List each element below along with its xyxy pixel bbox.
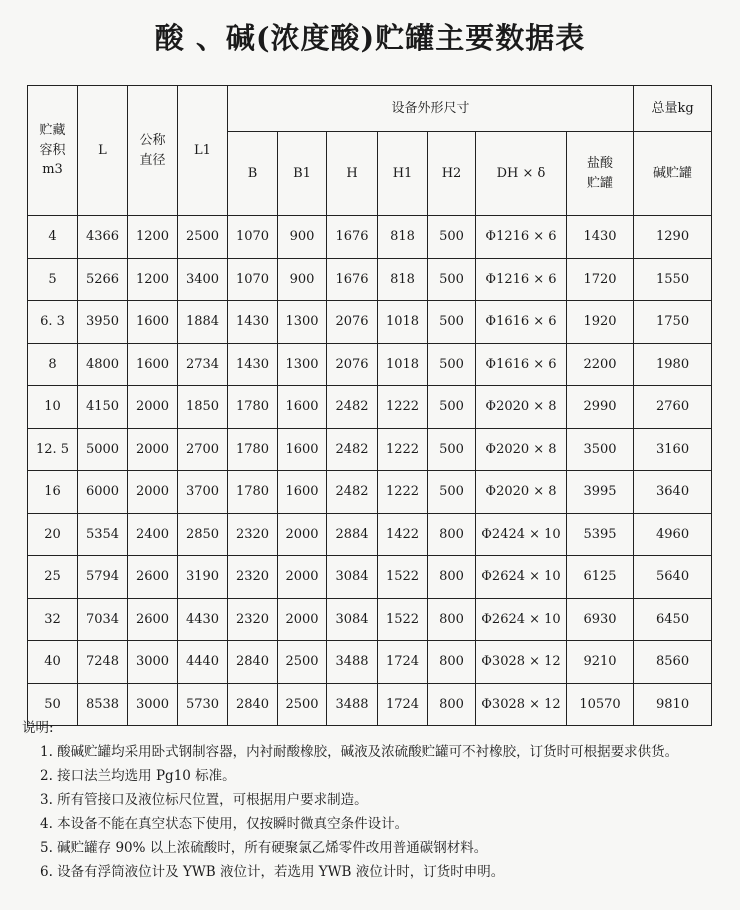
table-cell: 1850 bbox=[178, 386, 228, 429]
table-cell: 2600 bbox=[128, 598, 178, 641]
table-cell: 1200 bbox=[128, 216, 178, 259]
table-row bbox=[28, 343, 712, 386]
table-cell: 1600 bbox=[278, 386, 327, 429]
table-cell: 1018 bbox=[378, 301, 428, 344]
table-cell: 1600 bbox=[278, 428, 327, 471]
table-cell: 3500 bbox=[567, 428, 634, 471]
table-cell: 500 bbox=[428, 343, 476, 386]
table-row bbox=[28, 598, 712, 641]
table-cell: 20 bbox=[28, 513, 78, 556]
table-cell: 3400 bbox=[178, 258, 228, 301]
table-cell: 5730 bbox=[178, 683, 228, 726]
table-cell: 1430 bbox=[228, 301, 278, 344]
table-cell: 2400 bbox=[128, 513, 178, 556]
table-cell: 500 bbox=[428, 428, 476, 471]
table-cell: 5395 bbox=[567, 513, 634, 556]
table-cell: 2482 bbox=[327, 428, 378, 471]
header-H1: H1 bbox=[378, 132, 428, 216]
header-volume: 贮藏 容积 m3 bbox=[28, 86, 78, 216]
table-cell: 3640 bbox=[634, 471, 712, 514]
table-cell: 900 bbox=[278, 258, 327, 301]
table-cell: 1780 bbox=[228, 471, 278, 514]
header-L: L bbox=[78, 86, 128, 216]
table-cell: Φ1616 × 6 bbox=[476, 301, 567, 344]
table-cell: 9210 bbox=[567, 641, 634, 684]
header-acid-tank: 盐酸 贮罐 bbox=[567, 132, 634, 216]
table-cell: 2482 bbox=[327, 471, 378, 514]
table-cell: Φ2020 × 8 bbox=[476, 471, 567, 514]
table-cell: 6. 3 bbox=[28, 301, 78, 344]
table-cell: Φ2020 × 8 bbox=[476, 386, 567, 429]
table-cell: 1780 bbox=[228, 386, 278, 429]
table-cell: 1750 bbox=[634, 301, 712, 344]
table-cell: 3084 bbox=[327, 598, 378, 641]
table-cell: 800 bbox=[428, 513, 476, 556]
table-cell: 8538 bbox=[78, 683, 128, 726]
table-cell: 800 bbox=[428, 556, 476, 599]
header-H: H bbox=[327, 132, 378, 216]
table-cell: 500 bbox=[428, 301, 476, 344]
note-item: 6. 设备有浮筒液位计及 YWB 液位计，若选用 YWB 液位计时，订货时申明。 bbox=[40, 864, 505, 880]
table-row bbox=[28, 556, 712, 599]
table-cell: 2076 bbox=[327, 301, 378, 344]
table-cell: 3488 bbox=[327, 683, 378, 726]
table-cell: 500 bbox=[428, 258, 476, 301]
table-cell: 3700 bbox=[178, 471, 228, 514]
table-cell: 8560 bbox=[634, 641, 712, 684]
table-cell: 5640 bbox=[634, 556, 712, 599]
table-cell: 1222 bbox=[378, 428, 428, 471]
table-cell: Φ2020 × 8 bbox=[476, 428, 567, 471]
table-cell: 2000 bbox=[128, 386, 178, 429]
table-cell: 4366 bbox=[78, 216, 128, 259]
table-cell: 40 bbox=[28, 641, 78, 684]
table-cell: 1724 bbox=[378, 683, 428, 726]
table-cell: 4440 bbox=[178, 641, 228, 684]
table-cell: 1780 bbox=[228, 428, 278, 471]
table-cell: 4150 bbox=[78, 386, 128, 429]
table-cell: 2990 bbox=[567, 386, 634, 429]
table-cell: 1720 bbox=[567, 258, 634, 301]
table-row bbox=[28, 641, 712, 684]
table-cell: 7248 bbox=[78, 641, 128, 684]
table-cell: 2500 bbox=[278, 683, 327, 726]
table-body bbox=[28, 216, 712, 726]
table-cell: 2000 bbox=[278, 556, 327, 599]
header-weight-group: 总量kg bbox=[634, 86, 712, 132]
table-cell: 1290 bbox=[634, 216, 712, 259]
table-row bbox=[28, 513, 712, 556]
header-alkali-tank: 碱贮罐 bbox=[634, 132, 712, 216]
table-cell: 8 bbox=[28, 343, 78, 386]
table-cell: 3084 bbox=[327, 556, 378, 599]
table-cell: 5354 bbox=[78, 513, 128, 556]
table-cell: 1676 bbox=[327, 258, 378, 301]
table-cell: Φ3028 × 12 bbox=[476, 683, 567, 726]
table-cell: Φ3028 × 12 bbox=[476, 641, 567, 684]
table-cell: 1550 bbox=[634, 258, 712, 301]
note-item: 5. 碱贮罐存 90% 以上浓硫酸时，所有硬聚氯乙烯零件改用普通碳钢材料。 bbox=[40, 840, 488, 856]
header-DH: DH × δ bbox=[476, 132, 567, 216]
note-item: 1. 酸碱贮罐均采用卧式钢制容器，内衬耐酸橡胶，碱液及浓硫酸贮罐可不衬橡胶，订货时可根据要求供货。 bbox=[40, 744, 679, 760]
table-cell: 2000 bbox=[278, 598, 327, 641]
table-cell: 800 bbox=[428, 683, 476, 726]
table-cell: 500 bbox=[428, 216, 476, 259]
header-B: B bbox=[228, 132, 278, 216]
table-cell: Φ1616 × 6 bbox=[476, 343, 567, 386]
table-cell: 1222 bbox=[378, 471, 428, 514]
table-cell: 5266 bbox=[78, 258, 128, 301]
table-cell: 818 bbox=[378, 216, 428, 259]
table-cell: 4800 bbox=[78, 343, 128, 386]
table-cell: 5000 bbox=[78, 428, 128, 471]
table-cell: 3950 bbox=[78, 301, 128, 344]
table-cell: 2320 bbox=[228, 513, 278, 556]
note-item: 2. 接口法兰均选用 Pg10 标准。 bbox=[40, 768, 236, 784]
table-cell: 2884 bbox=[327, 513, 378, 556]
table-cell: Φ2624 × 10 bbox=[476, 598, 567, 641]
table-cell: 1070 bbox=[228, 216, 278, 259]
note-item: 4. 本设备不能在真空状态下使用，仅按瞬时微真空条件设计。 bbox=[40, 816, 409, 832]
table-cell: 10570 bbox=[567, 683, 634, 726]
table-cell: 2320 bbox=[228, 556, 278, 599]
table-row bbox=[28, 428, 712, 471]
header-H2: H2 bbox=[428, 132, 476, 216]
table-cell: 1018 bbox=[378, 343, 428, 386]
notes bbox=[20, 716, 732, 884]
table-cell: 7034 bbox=[78, 598, 128, 641]
table-cell: 32 bbox=[28, 598, 78, 641]
table-cell: 1300 bbox=[278, 301, 327, 344]
table-cell: 4 bbox=[28, 216, 78, 259]
table-cell: 2482 bbox=[327, 386, 378, 429]
table-cell: 1422 bbox=[378, 513, 428, 556]
table-row bbox=[28, 386, 712, 429]
table-cell: 2000 bbox=[128, 471, 178, 514]
table-cell: Φ2624 × 10 bbox=[476, 556, 567, 599]
note-item: 3. 所有管接口及液位标尺位置，可根据用户要求制造。 bbox=[40, 792, 368, 808]
table-cell: 3190 bbox=[178, 556, 228, 599]
table-cell: 4960 bbox=[634, 513, 712, 556]
table-cell: 2840 bbox=[228, 641, 278, 684]
table-cell: 2320 bbox=[228, 598, 278, 641]
table-cell: 1200 bbox=[128, 258, 178, 301]
table-cell: 5 bbox=[28, 258, 78, 301]
table-cell: 1600 bbox=[128, 343, 178, 386]
table-cell: 1430 bbox=[567, 216, 634, 259]
table-cell: 25 bbox=[28, 556, 78, 599]
table-row bbox=[28, 216, 712, 259]
table-cell: 6125 bbox=[567, 556, 634, 599]
table-cell: 2500 bbox=[178, 216, 228, 259]
header-dimensions-group: 设备外形尺寸 bbox=[228, 86, 634, 132]
table-cell: 10 bbox=[28, 386, 78, 429]
table-cell: 500 bbox=[428, 386, 476, 429]
table-cell: 3000 bbox=[128, 683, 178, 726]
table-cell: 1600 bbox=[128, 301, 178, 344]
table-cell: 1070 bbox=[228, 258, 278, 301]
table-cell: 1600 bbox=[278, 471, 327, 514]
table-cell: 1430 bbox=[228, 343, 278, 386]
table-cell: 5794 bbox=[78, 556, 128, 599]
table-cell: 1724 bbox=[378, 641, 428, 684]
table-cell: 2200 bbox=[567, 343, 634, 386]
table-cell: 6930 bbox=[567, 598, 634, 641]
table-cell: 800 bbox=[428, 641, 476, 684]
table-cell: 2840 bbox=[228, 683, 278, 726]
table-cell: 3995 bbox=[567, 471, 634, 514]
table-cell: 2700 bbox=[178, 428, 228, 471]
table-cell: 50 bbox=[28, 683, 78, 726]
table-cell: Φ1216 × 6 bbox=[476, 258, 567, 301]
table-cell: 16 bbox=[28, 471, 78, 514]
table-cell: 1300 bbox=[278, 343, 327, 386]
table-cell: 6450 bbox=[634, 598, 712, 641]
table-cell: 1522 bbox=[378, 598, 428, 641]
notes-heading: 说明: bbox=[22, 720, 54, 736]
table-cell: 2760 bbox=[634, 386, 712, 429]
table-cell: 2000 bbox=[128, 428, 178, 471]
page-title: 酸 、碱(浓度酸)贮罐主要数据表 bbox=[154, 21, 586, 55]
table-cell: 2000 bbox=[278, 513, 327, 556]
data-table bbox=[27, 85, 712, 726]
table-cell: 2850 bbox=[178, 513, 228, 556]
table-cell: Φ1216 × 6 bbox=[476, 216, 567, 259]
header-L1: L1 bbox=[178, 86, 228, 216]
header-B1: B1 bbox=[278, 132, 327, 216]
table-cell: 1676 bbox=[327, 216, 378, 259]
table-cell: 2600 bbox=[128, 556, 178, 599]
table-cell: 1884 bbox=[178, 301, 228, 344]
table-cell: 2734 bbox=[178, 343, 228, 386]
header-nominal-diameter: 公称 直径 bbox=[128, 86, 178, 216]
table-cell: 4430 bbox=[178, 598, 228, 641]
table-cell: 12. 5 bbox=[28, 428, 78, 471]
table-cell: 1222 bbox=[378, 386, 428, 429]
table-cell: 9810 bbox=[634, 683, 712, 726]
table-cell: 500 bbox=[428, 471, 476, 514]
table-cell: 1980 bbox=[634, 343, 712, 386]
table-cell: 2500 bbox=[278, 641, 327, 684]
table-cell: 900 bbox=[278, 216, 327, 259]
table-cell: 1920 bbox=[567, 301, 634, 344]
table-row bbox=[28, 258, 712, 301]
table-cell: 3160 bbox=[634, 428, 712, 471]
table-cell: 800 bbox=[428, 598, 476, 641]
table-cell: 818 bbox=[378, 258, 428, 301]
table-cell: 1522 bbox=[378, 556, 428, 599]
table-cell: 2076 bbox=[327, 343, 378, 386]
table-cell: Φ2424 × 10 bbox=[476, 513, 567, 556]
table-row bbox=[28, 471, 712, 514]
table-row bbox=[28, 301, 712, 344]
table-cell: 3000 bbox=[128, 641, 178, 684]
table-cell: 6000 bbox=[78, 471, 128, 514]
table-cell: 3488 bbox=[327, 641, 378, 684]
